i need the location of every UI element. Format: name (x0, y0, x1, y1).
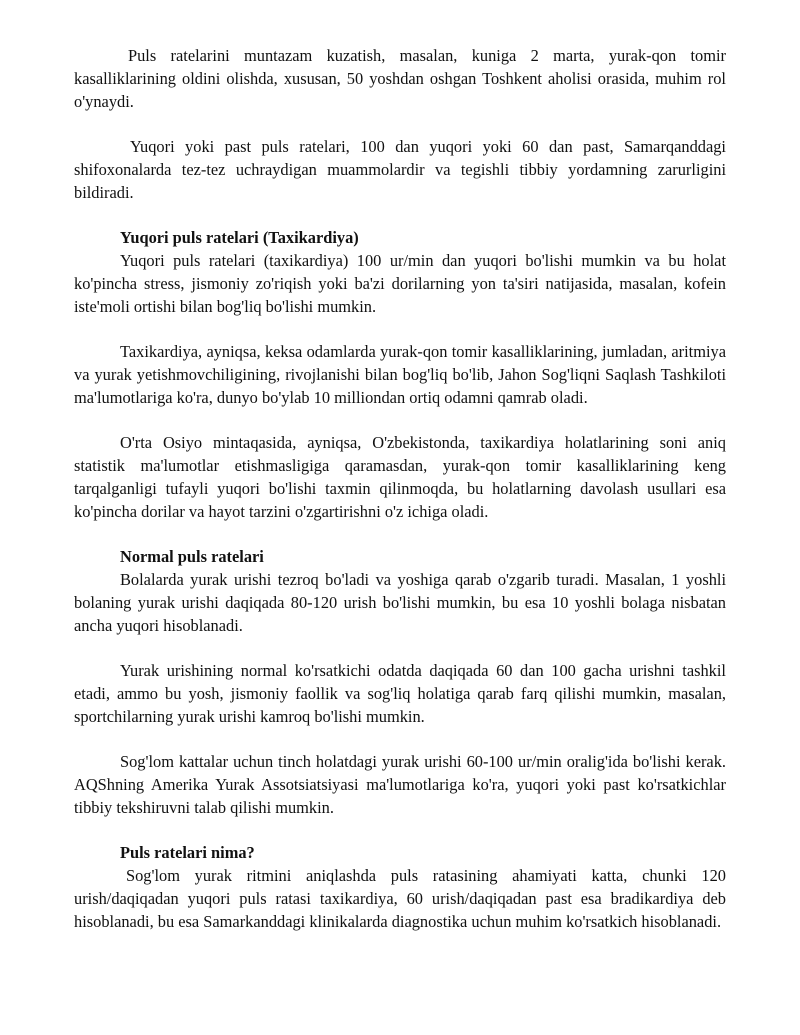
intro-paragraph-1: Puls ratelarini muntazam kuzatish, masalan, kuniga 2 marta, yurak-qon tomir kasalliklarining oldini olishda, xususan, 50 yoshdan oshgan Toshkent aholisi orasida, muhim rol o'ynaydi. (74, 46, 726, 111)
section-paragraph: Sog'lom kattalar uchun tinch holatdagi yurak urishi 60-100 ur/min oralig'ida bo'lishi kerak. AQShning Amerika Yurak Assotsiatsiyasi ma'lumotlariga ko'ra, yuqori yoki past ko'rsatkichlar tibbiy tekshiruvni talab qilishi mumkin. (74, 752, 726, 817)
section-normal-rates (74, 545, 726, 819)
section-paragraph: Taxikardiya, ayniqsa, keksa odamlarda yurak-qon tomir kasalliklarining, jumladan, aritmiya va yurak yetishmovchiligining, rivojlanishi bilan bog'liq bo'lib, Jahon Sog'liqni Saqlash Tashkiloti ma'lumotlariga ko'ra, dunyo bo'ylab 10 milliondan ortiq odamni qamrab oladi. (74, 342, 726, 407)
section-paragraph: Yuqori puls ratelari (taxikardiya) 100 ur/min dan yuqori bo'lishi mumkin va bu holat ko'pincha stress, jismoniy zo'riqish yoki ba'zi dorilarning yon ta'siri natijasida, masalan, kofein iste'moli ortishi bilan bog'liq bo'lishi mumkin. (74, 251, 726, 316)
section-heading: Puls ratelari nima? (120, 843, 255, 862)
section-heading: Normal puls ratelari (120, 547, 264, 566)
section-paragraph: Sog'lom yurak ritmini aniqlashda puls ratasining ahamiyati katta, chunki 120 urish/daqiqadan yuqori puls ratasi taxikardiya, 60 urish/daqiqadan past esa bradikardiya deb hisoblanadi, bu esa Samarkanddagi klinikalarda diagnostika uchun muhim ko'rsatkich hisoblanadi. (74, 866, 726, 931)
section-tachycardia (74, 226, 726, 523)
intro-paragraph-2: Yuqori yoki past puls ratelari, 100 dan yuqori yoki 60 dan past, Samarqanddagi shifoxonalarda tez-tez uchraydigan muammolardir va tegishli tibbiy yordamning zarurligini bildiradi. (74, 137, 726, 202)
section-what-are-rates (74, 841, 726, 933)
section-paragraph: Yurak urishining normal ko'rsatkichi odatda daqiqada 60 dan 100 gacha urishni tashkil etadi, ammo bu yosh, jismoniy faollik va sog'liq holatiga qarab farq qilishi mumkin, masalan, sportchilarning yurak urishi kamroq bo'lishi mumkin. (74, 661, 726, 726)
document-page (74, 44, 726, 933)
section-paragraph: Bolalarda yurak urishi tezroq bo'ladi va yoshiga qarab o'zgarib turadi. Masalan, 1 yoshli bolaning yurak urishi daqiqada 80-120 urish bo'lishi mumkin, bu esa 10 yoshli bolaga nisbatan ancha yuqori hisoblanadi. (74, 570, 726, 635)
section-heading: Yuqori puls ratelari (Taxikardiya) (120, 228, 359, 247)
section-paragraph: O'rta Osiyo mintaqasida, ayniqsa, O'zbekistonda, taxikardiya holatlarining soni aniq statistik ma'lumotlar etishmasligiga qaramasdan, yurak-qon tomir kasalliklarining keng tarqalganligi tufayli yuqori bo'lishi taxmin qilinmoqda, bu holatlarning davolash usullari esa ko'pincha dorilar va hayot tarzini o'zgartirishni o'z ichiga oladi. (74, 433, 726, 521)
